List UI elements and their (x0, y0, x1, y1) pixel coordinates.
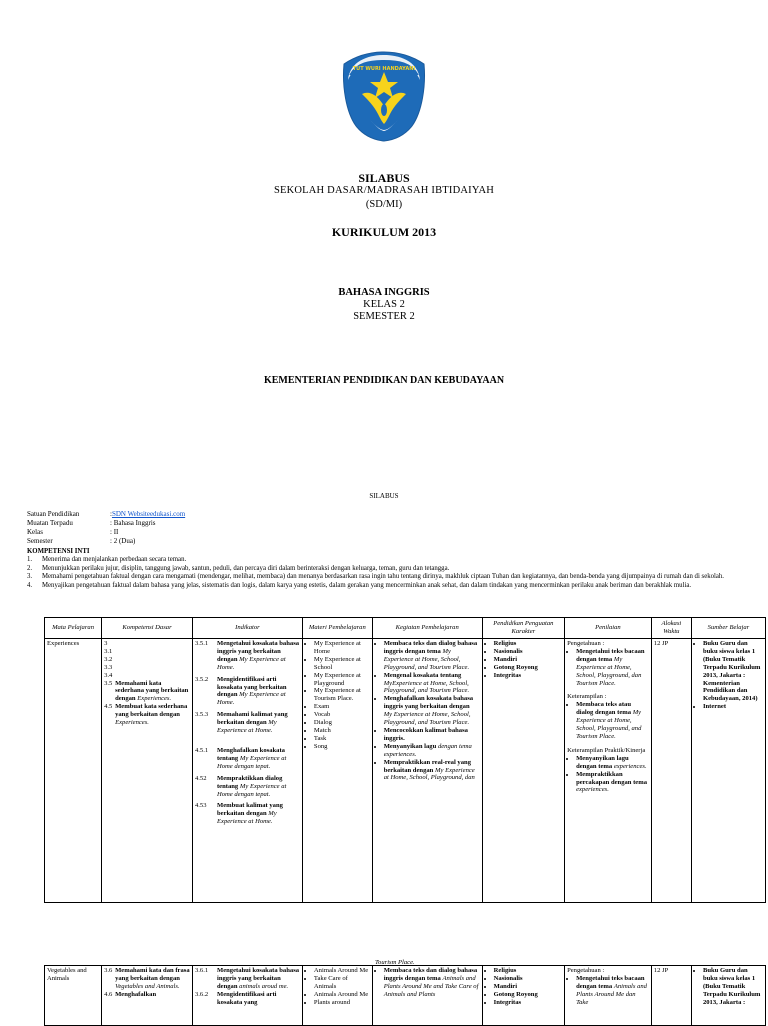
materi-item: • Match (314, 727, 370, 735)
cover-school: SEKOLAH DASAR/MADRASAH IBTIDAIYAH (273, 185, 495, 196)
indikator-number: 3.5.2 (194, 675, 209, 683)
cell-sumber (691, 639, 765, 903)
cover-title: SILABUS (358, 171, 410, 185)
kd-number: 4.6 (104, 990, 113, 998)
info-row (27, 528, 185, 537)
cell-penilaian (565, 639, 652, 903)
penilaian-item (576, 701, 649, 741)
indikator-topic: My Experience at Home dengan tepat. (216, 782, 287, 798)
cell-mapel: Experiences (45, 639, 102, 903)
cell-karakter (482, 966, 564, 1026)
cover-ministry: KEMENTERIAN PENDIDIKAN DAN KEBUDAYAAN (263, 375, 505, 386)
kd-number: 3.1 (104, 647, 113, 655)
penilaian-text: Membaca teks atau dialog dengan tema (576, 701, 632, 717)
kegiatan-text: Mencocokkan kalimat bahasa inggris. (383, 726, 468, 742)
kompetensi-inti (27, 548, 767, 590)
kegiatan-item (384, 759, 480, 783)
info-value: : (110, 510, 112, 518)
materi-item: • Take Care of Animals (314, 975, 370, 991)
ki-number: 2. (27, 564, 33, 572)
table-row (45, 966, 766, 1026)
cover-school-abbr: (SD/MI) (365, 199, 403, 210)
penilaian-heading: Pengetahuan : (567, 640, 605, 647)
kegiatan-item (384, 640, 480, 672)
info-row (27, 519, 185, 528)
materi-item: • My Experience at Home (314, 640, 370, 656)
penilaian-item (576, 755, 649, 771)
indikator-topic: My Experience at Home. (216, 655, 286, 671)
sumber-item: • Internet (703, 703, 763, 711)
kegiatan-item (384, 727, 480, 743)
ki-item (27, 565, 767, 573)
cell-indikator (192, 966, 302, 1026)
info-value: : Bahasa Inggris (110, 519, 156, 527)
cell-materi (302, 966, 372, 1026)
info-value: : 2 (Dua) (110, 537, 136, 545)
penilaian-heading: Keterampilan Praktik/Kinerja (567, 746, 646, 754)
materi-item: • My Experience at Tourism Place. (314, 687, 370, 703)
cell-mapel: Vegetables and Animals (45, 966, 102, 1026)
karakter-item: • Gotong Royong (494, 991, 562, 999)
cell-kegiatan (372, 966, 482, 1026)
ki-text: Menunjukkan perilaku jujur, disiplin, tanggung jawab, santun, peduli, dan percaya diri dalam berinteraksi dengan keluarga, teman, guru dan tetangga. (42, 564, 450, 572)
kegiatan-item (384, 672, 480, 696)
materi-item: • Animals Around Me (314, 991, 370, 999)
cell-indikator (192, 639, 302, 903)
cell-materi (302, 639, 372, 903)
kd-number: 3 (104, 640, 108, 647)
ki-text: Memahami pengetahuan faktual dengan cara mengamati (mendengar, melihat, membaca) dan menanya berdasarkan rasa ingin tahu tentang dirinya, makhluk ciptaan Tuhan dan kegiatannya, dan benda-benda yang dijumpainya di rumah dan di sekolah. (42, 573, 725, 581)
ki-heading: KOMPETENSI INTI (27, 548, 90, 555)
indikator-number: 3.6.2 (194, 990, 209, 998)
table-header-row (45, 618, 766, 639)
indikator-number: 4.52 (194, 774, 207, 782)
materi-item: • Exam (314, 703, 370, 711)
kd-number: 3.2 (104, 655, 113, 663)
materi-item: • Plants around (314, 999, 370, 1007)
header-kegiatan: Kegiatan Pembelajaran (372, 618, 482, 639)
indikator-text: Mengidentifikasi arti kosakata yang berkaitan dengan (216, 675, 287, 699)
ki-item (27, 573, 767, 581)
karakter-item: • Nasionalis (494, 975, 562, 983)
penilaian-text: Mempraktikkan percakapan dengan tema (576, 770, 648, 786)
silabus-info (27, 510, 185, 546)
info-key: Satuan Pendidikan (27, 510, 80, 518)
penilaian-text: Menyanyikan lagu dengan tema (576, 754, 629, 770)
info-row (27, 510, 185, 519)
kd-text: Memahami kata dan frasa yang berkaitan dengan (115, 967, 190, 982)
penilaian-text: Mengetahui teks bacaan dengan tema (576, 647, 645, 663)
cover-subject: BAHASA INGGRIS (338, 287, 430, 298)
kd-number: 3.5 (104, 679, 113, 687)
materi-item: • Song (314, 743, 370, 751)
karakter-item: • Mandiri (494, 983, 562, 991)
indikator-text: Mengetahui kosakata bahasa inggris yang berkaitan dengan (216, 640, 300, 663)
kegiatan-text: Membaca teks dan dialog bahasa inggris dengan tema (383, 967, 478, 982)
kegiatan-item (384, 695, 480, 727)
indikator-number: 4.53 (194, 802, 207, 810)
syllabus-table (44, 617, 766, 903)
info-value: : II (110, 528, 119, 536)
kd-number: 3.6 (104, 967, 113, 974)
indikator-text: Menghafalkan kosakata tentang (216, 746, 285, 762)
penilaian-text: Mengetahui teks bacaan dengan tema (576, 974, 645, 990)
ki-number: 4. (27, 581, 33, 589)
svg-text:TUT WURI HANDAYANI: TUT WURI HANDAYANI (352, 66, 416, 72)
kd-number: 3.3 (104, 663, 113, 671)
karakter-item: • Religius (494, 640, 562, 648)
karakter-item: • Mandiri (494, 656, 562, 664)
cover-class: KELAS 2 (363, 299, 405, 310)
indikator-number: 3.5.3 (194, 711, 209, 719)
kegiatan-topic: My Experience at Home, School, Playground, and Tourism Place. (383, 647, 470, 671)
silabus-heading: SILABUS (369, 492, 399, 500)
kegiatan-carryover: Tourism Place. (375, 959, 415, 966)
info-key: Muatan Terpadu (27, 519, 73, 527)
cover-curriculum: KURIKULUM 2013 (331, 225, 437, 239)
sumber-item: • Buku Guru dan buku siswa kelas 1 (Buku Tematik Terpadu Kurikulum 2013, Jakarta : Kementerian Pendidikan dan Kebudayaan, 2014) (703, 640, 763, 703)
header-mata-pelajaran: Mata Pelajaran (45, 618, 102, 639)
penilaian-item (576, 648, 649, 688)
kegiatan-topic: My Experience at Home, School, Playground, dan (383, 766, 475, 782)
kd-topic: Vegetables and Animals. (115, 982, 180, 990)
ki-text: Menerima dan menjalankan perbedaan secara teman. (42, 556, 187, 564)
karakter-item: • Integritas (494, 672, 562, 680)
cell-kd (102, 966, 193, 1026)
penilaian-topic: experiences. (613, 762, 647, 770)
cover-semester: SEMESTER 2 (353, 311, 415, 322)
ki-item (27, 556, 767, 564)
penilaian-topic: experiences. (576, 786, 609, 794)
penilaian-topic: Animals and Plants Around Me dan Take (576, 982, 647, 1006)
indikator-number: 4.5.1 (194, 746, 209, 754)
cell-alokasi: 12 JP (651, 639, 691, 903)
kd-number: 4.5 (104, 703, 113, 711)
penilaian-heading: Pengetahuan : (567, 967, 605, 974)
syllabus-table-continued (44, 965, 766, 1026)
karakter-item: • Nasionalis (494, 648, 562, 656)
info-key: Kelas (27, 528, 43, 536)
ki-item (27, 582, 767, 590)
sumber-item: • Buku Guru dan buku siswa kelas 1 (Buku Tematik Terpadu Kurikulum 2013, Jakarta : (703, 967, 763, 1007)
indikator-number: 3.6.1 (194, 967, 209, 974)
kd-topic: Experiences. (137, 695, 172, 703)
kd-text: Menghafalkan (115, 990, 157, 998)
karakter-item: • Gotong Royong (494, 664, 562, 672)
header-materi: Materi Pembelajaran (302, 618, 372, 639)
cell-karakter (482, 639, 564, 903)
kegiatan-topic: dengan tema experiences. (383, 742, 472, 758)
kegiatan-text: Menyanyikan lagu (383, 742, 437, 750)
header-kompetensi-dasar: Kompetensi Dasar (102, 618, 193, 639)
indikator-text: Mengidentifikasi arti kosakata yang (216, 990, 277, 1006)
karakter-item: • Integritas (494, 999, 562, 1007)
materi-item: • My Experience at Playground (314, 672, 370, 688)
indikator-number: 3.5.1 (194, 640, 209, 647)
kd-number: 3.4 (104, 671, 113, 679)
kegiatan-text: Membaca teks dan dialog bahasa inggris dengan tema (383, 640, 478, 655)
kegiatan-text: Mempraktikkan real-real yang berkaitan dengan (383, 758, 471, 774)
cell-kegiatan (372, 639, 482, 903)
penilaian-heading: Keterampilan : (567, 693, 607, 701)
materi-item: • Animals Around Me (314, 967, 370, 975)
kd-text: Membuat kata sederhana yang berkaitan dengan (115, 703, 188, 719)
cell-penilaian (565, 966, 652, 1026)
header-penilaian: Penilaian (565, 618, 652, 639)
header-karakter: Pendidikan Penguatan Karakter (482, 618, 564, 639)
indikator-text: Mempraktikkan dialog tentang (216, 774, 283, 790)
kegiatan-text: Menghafalkan kosakata bahasa inggris yang berkaitan dengan (383, 695, 474, 711)
header-alokasi: Alokasi Waktu (651, 618, 691, 639)
indikator-text: Mengetahui kosakata bahasa inggris yang berkaitan dengan (216, 967, 300, 990)
cell-alokasi: 12 JP (651, 966, 691, 1026)
kegiatan-topic: My Experience at Home, School, Playground, and Tourism Place. (383, 711, 471, 727)
kd-topic: Experiences. (115, 719, 149, 727)
school-link[interactable]: SDN Websiteedukasi.com (111, 510, 186, 518)
indikator-topic: My Experience at Home dengan tepat. (216, 754, 287, 770)
kegiatan-item (384, 743, 480, 759)
ki-text: Menyajikan pengetahuan faktual dalam bahasa yang jelas, sistematis dan logis, dalam karya yang estetis, dalam gerakan yang mencerminkan anak sehat, dan dalam tindakan yang mencerminkan perilaku anak beriman dan berakhlak mulia. (42, 581, 692, 589)
cell-sumber (691, 966, 765, 1026)
header-sumber: Sumber Belajar (691, 618, 765, 639)
indikator-text: Memahami kalimat yang berkaitan dengan (216, 711, 288, 727)
ki-number: 1. (27, 556, 33, 564)
materi-item: • Dialog (314, 719, 370, 727)
info-row (27, 537, 185, 546)
indikator-topic: animals aroud me. (239, 982, 289, 990)
header-indikator: Indikator (192, 618, 302, 639)
kegiatan-topic: MyExperience at Home, School, Playground, and Tourism Place. (383, 679, 470, 695)
indikator-text: Membuat kalimat yang berkaitan dengan (216, 802, 283, 818)
materi-item: • Vocab (314, 711, 370, 719)
penilaian-item (576, 975, 649, 1007)
penilaian-item (576, 771, 649, 795)
penilaian-topic: My Experience at Home, School, Playground, dan Tourism Place. (576, 655, 642, 687)
kegiatan-text: Mengenal kosakata tentang (383, 671, 462, 679)
info-key: Semester (27, 537, 53, 545)
kegiatan-topic: Animals and Plants Around Me and Take Care of Animals and Plants (383, 974, 479, 998)
karakter-item: • Religius (494, 967, 562, 975)
kegiatan-item (384, 967, 480, 999)
ki-number: 3. (27, 573, 33, 581)
indikator-topic: My Experience at Home. (216, 691, 286, 707)
indikator-topic: My Experience at Home. (216, 719, 277, 735)
penilaian-topic: My Experience at Home, School, Playground, and Tourism Place. (576, 709, 642, 740)
materi-item: • My Experience at School (314, 656, 370, 672)
cell-kd (102, 639, 193, 903)
tut-wuri-handayani-logo (340, 50, 428, 142)
kd-text: Memahami kata sederhana yang berkaitan dengan (115, 679, 189, 703)
materi-item: • Task (314, 735, 370, 743)
indikator-topic: My Experience at Home. (216, 810, 277, 826)
table-row (45, 639, 766, 903)
